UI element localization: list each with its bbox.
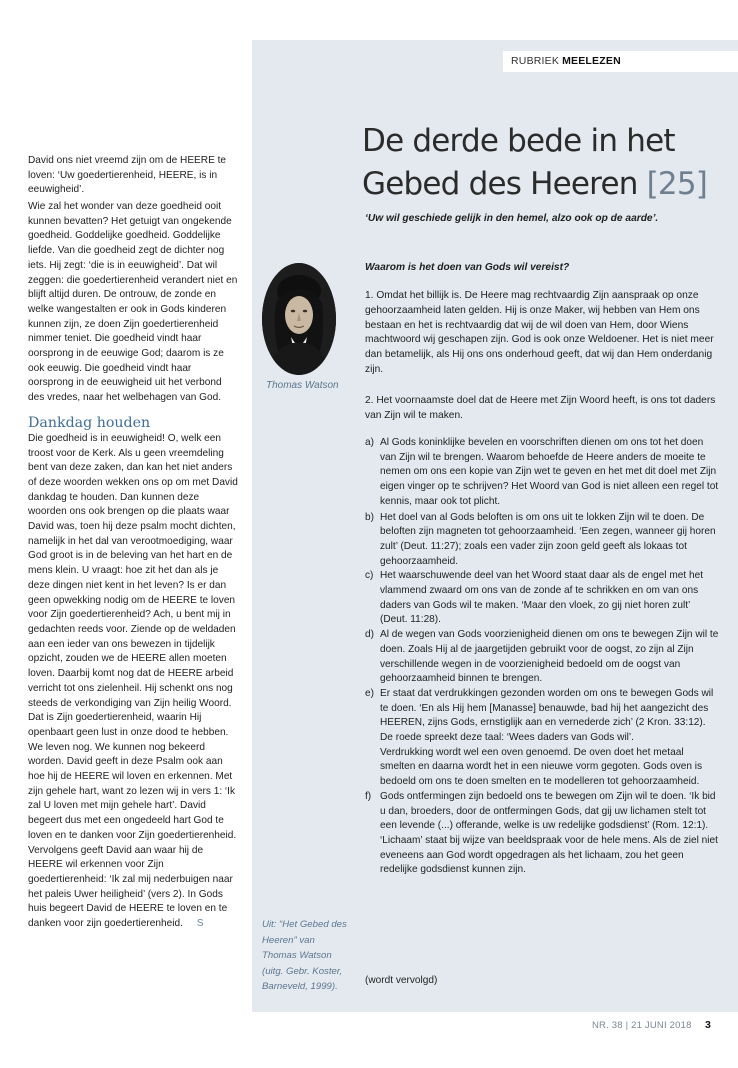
list-letter: d) [365,629,374,641]
source-note: Uit: “Het Gebed des Heeren” van Thomas Watson (uitg. Gebr. Koster, Barneveld, 1999). [262,919,347,993]
title-line-1: De derde bede in het [362,123,675,159]
page-number: 3 [705,1019,711,1031]
left-paragraph-4 [28,844,238,932]
point-1: 1. Omdat het billijk is. De Heere mag rechtvaardig Zijn aanspraak op onze gehoorzaamheid laten gelden. Hij is onze Maker, wij hebben van Hem ons bestaan en het is rechtvaardig dat wij de wil doen van Hem, door Wiens machtwoord wij geschapen zijn. God is ook onze Weldoener. Het is niet meer dan betamelijk, als Hij ons ons onderhoud geeft, dat wij dan Hem onderdanig zijn. [365,290,714,375]
left-column [28,154,238,932]
portrait-caption: Thomas Watson [266,380,339,391]
list-text-continued: Verdrukking wordt wel een oven genoemd. De oven doet het metaal smelten en daarna wordt het in een nieuwe vorm gegoten. Gods oven is bedoeld om ons te doen smelten en te modelleren tot gehoorzaamheid. [380,746,703,788]
list-item [365,687,720,790]
letter-list [365,436,720,878]
list-letter: b) [365,511,374,523]
left-paragraph-3: Die goedheid is in eeuwigheid! O, welk een troost voor de Kerk. Als u geen vreemdeling bent van deze zaken, dan kan het niet anders of deze woorden wekken ons op om met David dankdag te houden. Dan kunnen deze woorden ons ook brengen op die plaats waar David was, toen hij deze psalm mocht dichten, namelijk in het dal van verootmoediging, waar God groot is in de beleving van het hart en de mens klein. U vraagt: hoe zit het dan als je deze dingen niet kent in het leven? Is er dan geen opwekking nodig om de HEERE te loven voor Zijn goedertierenheid? Ach, u bent mij in gedachten reeds voor. Ziende op de weldaden aan een ieder van ons bewezen in tijdelijk opzicht, zouden we de HEERE allen moeten loven. Daarbij komt nog dat de HEERE arbeid verricht tot ons zielenheil. Hij schenkt ons nog steeds de verkondiging van Zijn heilig Woord. Dat is Zijn goedertierenheid, waarin Hij openbaart geen lust in onze dood te hebben. We leven nog. We kunnen nog bekeerd worden. David geeft in deze Psalm ook aan hoe hij de HEERE wil loven en erkennen. Met zijn gehele hart, want zo lezen wij in vers 1: ‘Ik zal U loven met mijn gehele hart’. David begeert dus met een ongedeeld hart God te loven en te danken voor Zijn goedertierenheid. [28,432,238,841]
rubriek-label [503,51,738,72]
footer-issue: NR. 38 | 21 JUNI 2018 [592,1020,692,1031]
continued-note: (wordt vervolgd) [365,975,438,986]
list-letter: f) [365,790,372,802]
list-item [365,511,720,570]
left-paragraph-2: Wie zal het wonder van deze goedheid ooit kunnen bevatten? Het getuigt van ongekende goedheid. Goddelijke goedheid. Goddelijke liefde. Van die goedheid zegt de dichter nog iets. Hij zegt: ‘die is in eeuwigheid’. Dat wil zeggen: die goedertierenheid verandert niet en blijft altijd duren. De ontrouw, de zonde en welke wangestalten er ook in Gods kinderen kunnen zijn, ze doen Zijn goedertierenheid nimmer teniet. Die goedheid vindt haar oorsprong in de eeuwige God; daarom is ze ook eeuwig. Die goedheid vindt haar oorsprong in de eeuwigheid uit het verbond des vredes, naar het welbehagen van God. [28,201,238,404]
list-text: Gods ontfermingen zijn bedoeld ons te bewegen om Zijn wil te doen. ‘Ik bid u dan, broeders, door de ontfermingen Gods, dat gij uw lichamen stelt tot een levende (...) offerande, welke is uw redelijke godsdienst’ (Rom. 12:1). ‘Lichaam’ staat bij wijze van beeldspraak voor de hele mens. Als de ziel niet eveneens aan God wordt opgedragen als het lichaam, zou het geen redelijke godsdienst kunnen zijn. [380,790,718,876]
rubriek-name: MEELEZEN [562,55,621,67]
list-text: Het doel van al Gods beloften is om ons uit te lokken Zijn wil te doen. De beloften zijn magneten tot gehoorzaamheid. ‘Een zegen, wanneer gij horen zult’ (Deut. 11:27); zoals een vader zijn zoon geld geeft als lokaas tot gehoorzaamheid. [380,511,716,567]
list-letter: e) [365,687,374,699]
title-number: [25] [646,166,708,202]
article-subtitle: ‘Uw wil geschiede gelijk in den hemel, alzo ook op de aarde’. [365,213,659,224]
list-text: Al de wegen van Gods voorzienigheid dienen om ons te bewegen Zijn wil te doen. Zoals Hij al de jaargetijden gebruikt voor de oogst, zo zijn al Zijn verschillende wegen in de voorzienigheid bedoeld om de oogst van gehoorzaamheid binnen te brengen. [380,629,719,685]
list-letter: c) [365,570,374,582]
left-paragraph-4-text: Vervolgens geeft David aan waar hij de HEERE wil erkennen voor Zijn goedertierenheid: ‘Ik zal mij nederbuigen naar het paleis Uwer heiligheid’ (vers 2). In Gods huis begeert David de HEERE te loven en te danken voor zijn goedertierenheid. [28,844,233,930]
section-heading: Dankdag houden [28,414,151,431]
end-mark-icon: S [196,918,204,930]
rubriek-prefix: RUBRIEK [511,55,560,67]
portrait-image [262,263,336,375]
list-item [365,790,720,878]
list-item [365,628,720,687]
list-text: Het waarschuwende deel van het Woord staat daar als de engel met het vlammend zwaard om ons van de zonde af te schrikken en om van ons daders van Gods wil te maken. ‘Maar den vloek, zo gij niet horen zult’ (Deut. 11:28). [380,570,704,626]
title-line-2: Gebed des Heeren [362,166,638,202]
point-2: 2. Het voornaamste doel dat de Heere met Zijn Woord heeft, is ons tot daders van Zijn wil te maken. [365,395,716,421]
list-text: Al Gods koninklijke bevelen en voorschriften dienen om ons tot het doen van Zijn wil te brengen. Waarom behoefde de Heere anders de moeite te nemen om ons een kopie van Zijn wet te geven en het met dit doel met Zijn eigen vinger op te schrijven? Het Woord van God is niet alleen een regel tot kennis, maar ook tot plicht. [380,437,719,507]
left-paragraph-1: David ons niet vreemd zijn om de HEERE te loven: ‘Uw goedertierenheid, HEERE, is in eeuwigheid’. [28,155,227,196]
list-item [365,436,720,510]
list-item [365,569,720,628]
portrait-illustration [262,263,336,375]
article-question: Waarom is het doen van Gods wil vereist? [365,262,570,273]
article-title [362,120,732,206]
list-text: Er staat dat verdrukkingen gezonden worden om ons te bewegen Gods wil te doen. ‘En als Hij hem [Manasse] benauwde, bad hij het aangezicht des HEEREN, zijns Gods, ernstiglijk aan en vernederde zich’ (2 Kron. 33:12). De roede spreekt deze taal: ‘Wees daders van Gods wil’. [380,687,714,744]
list-letter: a) [365,437,374,448]
